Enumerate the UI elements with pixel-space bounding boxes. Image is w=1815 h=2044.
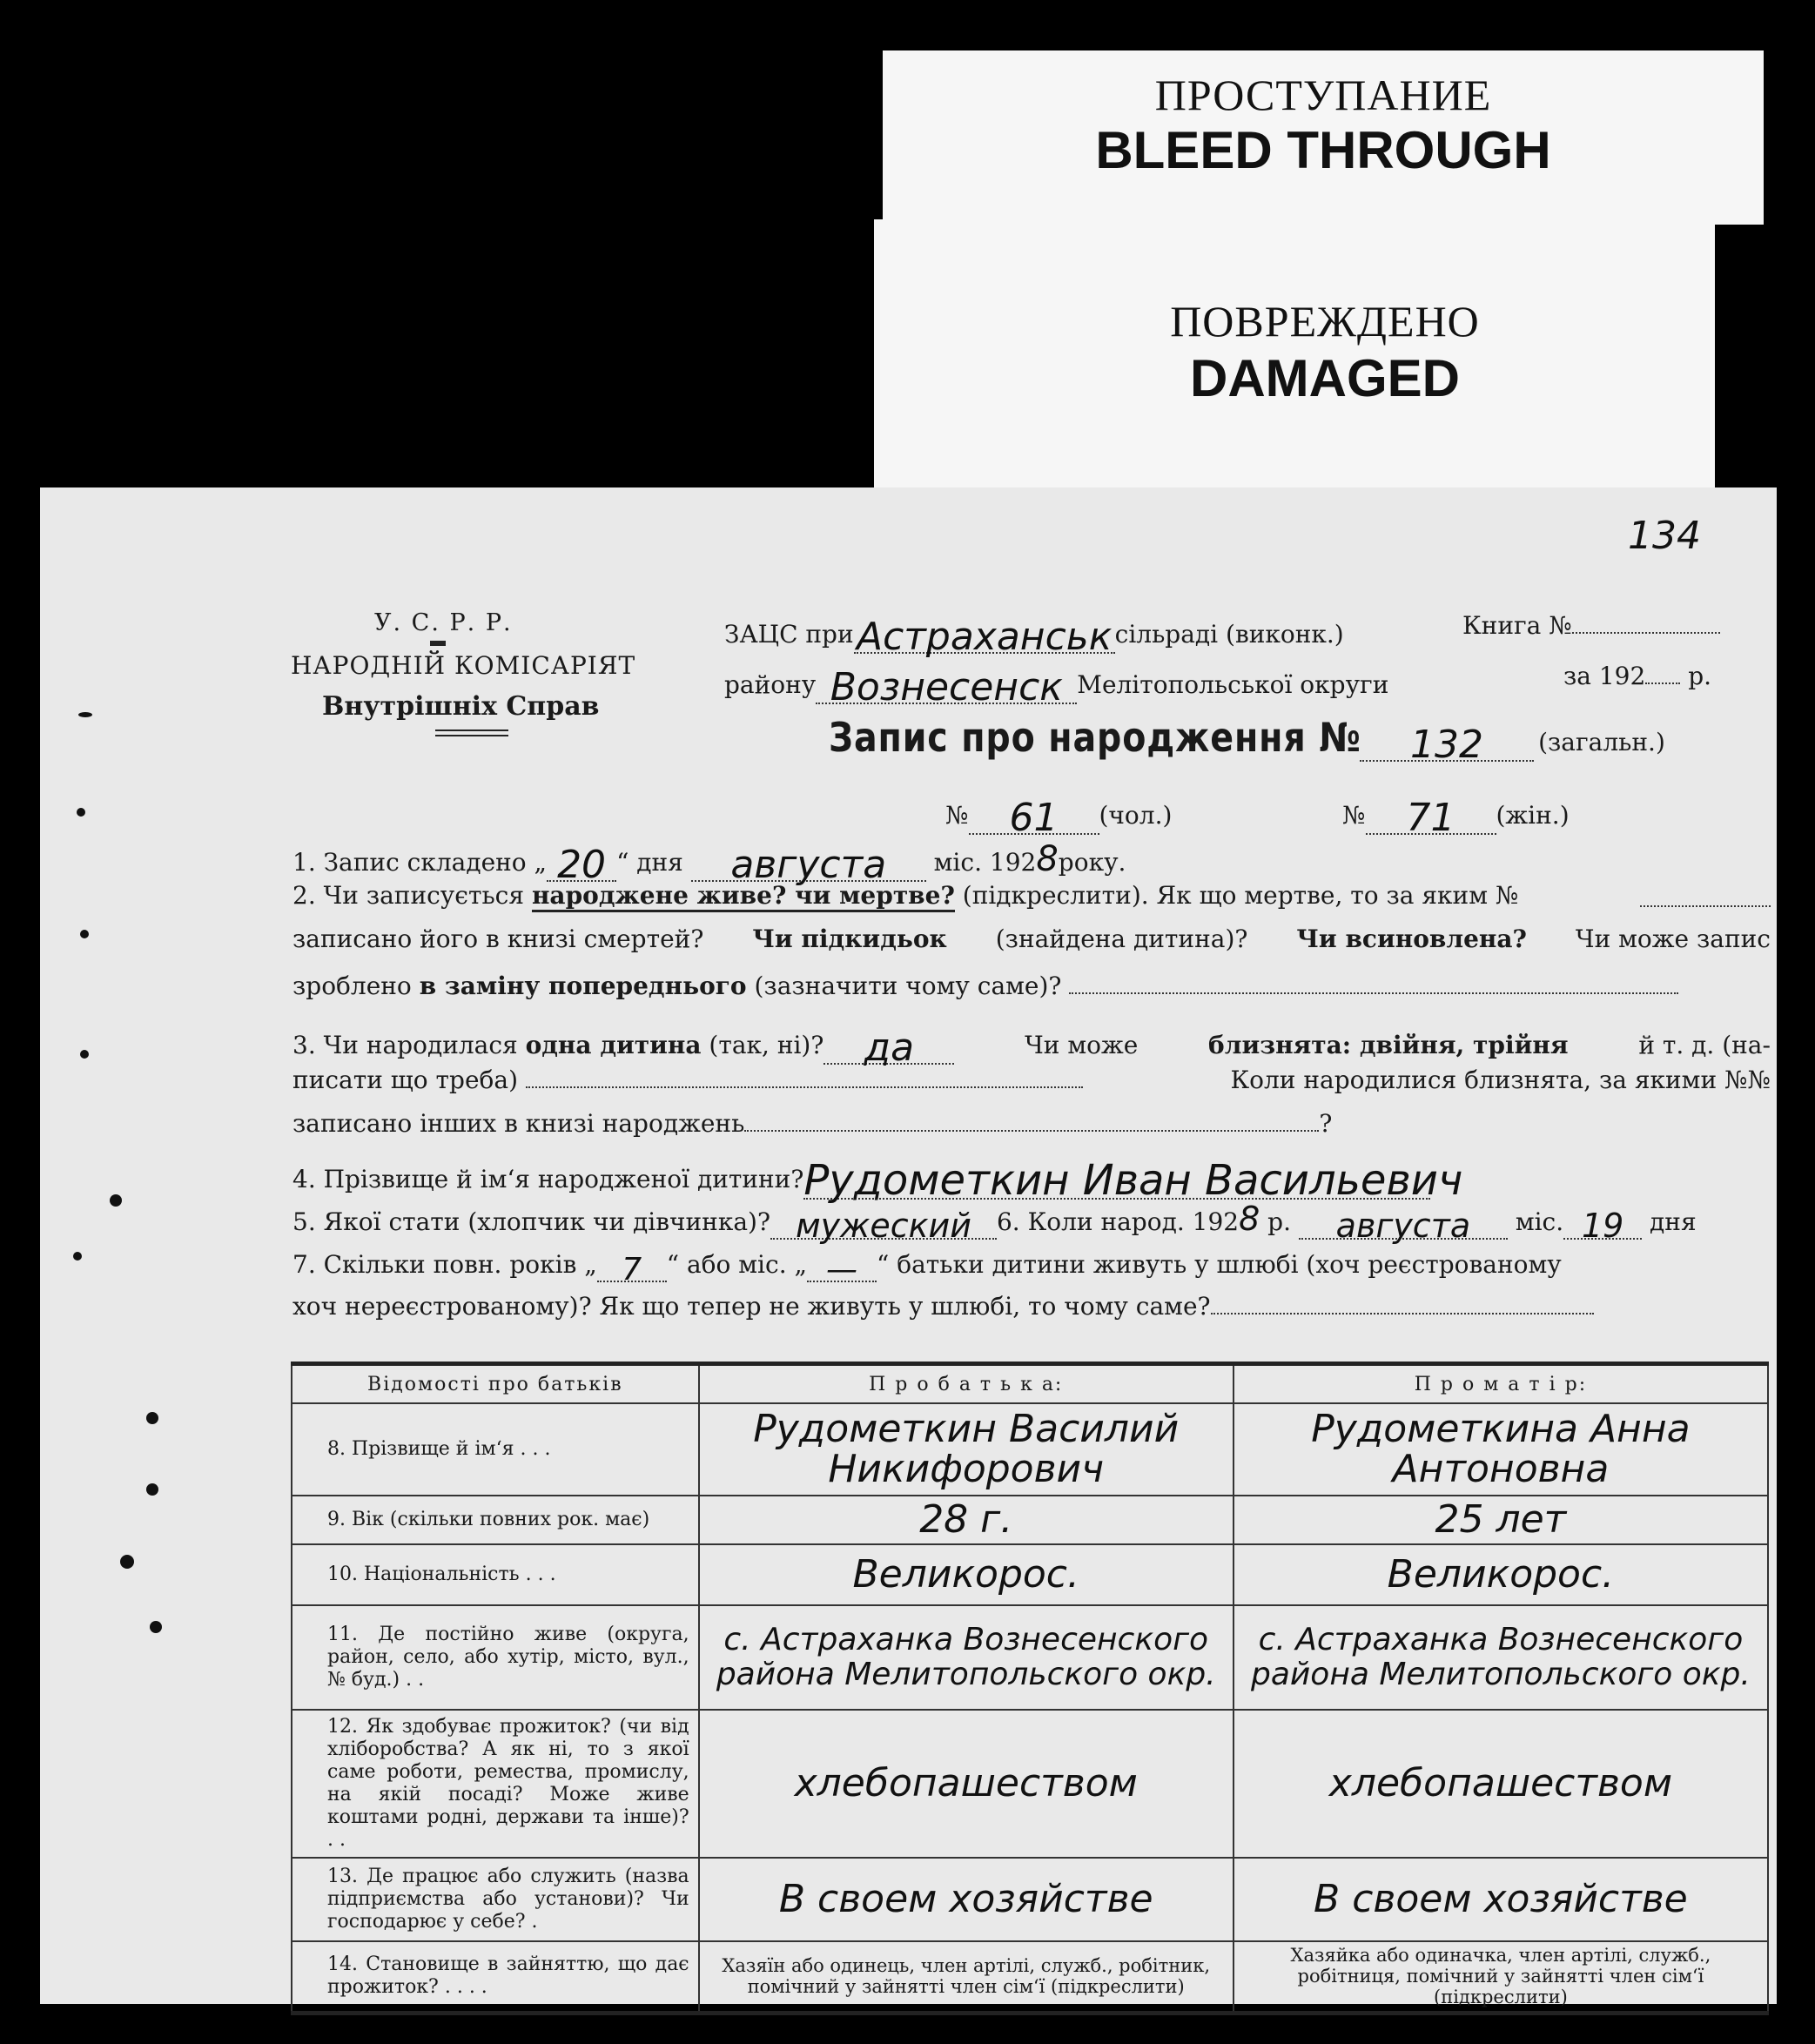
mother-nationality: Великорос. [1387, 1552, 1615, 1597]
item-3-twins-numbers-field [744, 1106, 1319, 1132]
item-3-line1-d: Чи може [1025, 1031, 1139, 1059]
father-livelihood-cell [699, 1710, 1234, 1858]
item-6-day-label: дня [1650, 1207, 1697, 1236]
mother-name: Рудометкина Анна Антоновна [1311, 1407, 1691, 1491]
bleed-through-label [883, 50, 1764, 225]
item-3-line-1 [292, 1019, 1771, 1070]
item-7-months-label: “ або міс. „ [666, 1250, 807, 1279]
item-2-line3-c: (зазначити чому саме)? [754, 972, 1062, 1000]
bleed-through-ru: ПРОСТУПАНИЕ [1154, 71, 1492, 119]
bleed-through-en: BLEED THROUGH [1095, 121, 1551, 179]
female-number-suffix: (жін.) [1496, 801, 1570, 830]
item-5-6 [292, 1200, 1697, 1245]
year-suffix: р. [1688, 662, 1712, 690]
item-6-year-suffix: р. [1267, 1207, 1291, 1236]
book-number-field [1572, 608, 1720, 634]
item-3-answer-field [823, 1019, 954, 1070]
record-title: Запис про народження № [829, 714, 1361, 761]
father-age: 28 г. [919, 1497, 1013, 1542]
header-questions: Відомості про батьків [292, 1364, 699, 1404]
year-field [1645, 658, 1680, 684]
record-number-field [1360, 716, 1534, 767]
punch-hole [77, 808, 85, 817]
item-6-month: августа [1335, 1207, 1471, 1245]
father-livelihood: хлебопашеством [794, 1761, 1138, 1805]
item-4-child-name: Рудометкин Иван Васильевич [803, 1156, 1463, 1205]
parents-table-header [292, 1364, 1768, 1404]
father-nationality: Великорос. [852, 1552, 1079, 1597]
mother-livelihood-cell [1234, 1710, 1768, 1858]
mother-residence-cell [1234, 1605, 1768, 1710]
male-number-line [945, 789, 1173, 840]
district-prefix: району [724, 670, 817, 699]
item-2-line-2 [292, 925, 1771, 953]
male-number-prefix: № [945, 801, 969, 830]
mother-nationality-cell [1234, 1544, 1768, 1605]
female-number-prefix: № [1342, 801, 1366, 830]
item-3-line-2 [292, 1062, 1771, 1094]
item-1-month-field [691, 836, 926, 887]
item-3-single: одна дитина [525, 1031, 702, 1059]
state-abbrev: У. С. Р. Р. [374, 609, 513, 636]
item-2-line-3 [292, 968, 1678, 1000]
table-row [292, 1403, 1768, 1496]
row-question: 12. Як здобуває прожиток? (чи від хліборобства? А як ні, то з якої саме роботи, ремества, промислу, на якій посаді? Може живе коштами родні, держави та інше)? . . [292, 1710, 699, 1858]
punch-hole [78, 712, 92, 717]
record-number-line [1360, 716, 1665, 767]
item-4 [292, 1149, 1463, 1205]
item-5-label: 5. Якої стати (хлопчик чи дівчинка)? [292, 1207, 770, 1236]
row-question: 13. Де працює або служить (назва підприємства або установи)? Чи господарює у себе? . [292, 1858, 699, 1941]
item-7-line-2 [292, 1288, 1594, 1321]
item-3-line3-a: записано інших в книзі народжень [292, 1109, 745, 1138]
item-1-day-label: “ дня [616, 848, 683, 877]
ministry-line1: НАРОДНІЙ КОМІСАРІЯТ [291, 651, 636, 680]
punch-hole [146, 1412, 158, 1424]
punch-hole [80, 930, 89, 938]
district-value: Вознесенск [830, 665, 1063, 709]
mother-age: 25 лет [1435, 1497, 1567, 1542]
item-6-month-field [1299, 1200, 1508, 1245]
father-workplace: В своем хозяйстве [778, 1877, 1153, 1921]
father-nationality-cell [699, 1544, 1234, 1605]
item-1-prefix: 1. Запис складено „ [292, 848, 548, 877]
damaged-label [874, 219, 1715, 489]
item-2-line2-c: (знайдена дитина)? [995, 925, 1248, 953]
mother-workplace-cell [1234, 1858, 1768, 1941]
item-1-year-digit: 8 [1036, 839, 1059, 879]
table-row [292, 1496, 1768, 1544]
item-6-year-digit: 8 [1239, 1200, 1260, 1238]
female-number-field [1366, 789, 1496, 840]
item-3-line2-a: писати що треба) [292, 1066, 518, 1094]
item-2-text: 2. Чи записується [292, 881, 525, 910]
mother-workplace: В своем хозяйстве [1314, 1877, 1688, 1921]
item-5-sex: мужеский [795, 1207, 971, 1245]
header-father: П р о б а т ь к а: [699, 1364, 1234, 1404]
item-1-year-label: міс. 192 [933, 848, 1037, 877]
item-2-text-c: (підкреслити). Як що мертве, то за яким № [962, 881, 1519, 910]
year-label: за 192 [1563, 662, 1646, 690]
item-3-twins: близнята: двійня, трійня [1208, 1031, 1569, 1059]
male-number: 61 [1009, 796, 1059, 840]
table-row [292, 1544, 1768, 1605]
row-question: 11. Де постійно живе (округа, район, село, або хутір, місто, вул., № буд.) . . [292, 1605, 699, 1710]
item-7-months-field [807, 1245, 877, 1288]
father-name: Рудометкин Василий Никифорович [753, 1407, 1180, 1491]
punch-hole [80, 1050, 89, 1059]
zags-suffix: сільраді (виконк.) [1114, 620, 1344, 649]
item-6-month-label: міс. [1515, 1207, 1564, 1236]
row-question: 10. Національність . . . [292, 1544, 699, 1605]
female-number: 71 [1406, 796, 1455, 840]
item-7-line2-text: хоч нереєстрованому)? Як що тепер не живуть у шлюбі, то чому саме? [292, 1292, 1211, 1321]
zags-village-field [854, 608, 1115, 659]
district-suffix: Мелітопольської округи [1077, 670, 1389, 699]
item-7-years-field [597, 1245, 667, 1288]
father-age-cell [699, 1496, 1234, 1544]
item-6-day: 19 [1581, 1207, 1624, 1245]
item-2-reason-field [1069, 968, 1678, 994]
header-mother: П р о м а т і р: [1234, 1364, 1768, 1404]
item-1-end: року. [1058, 848, 1126, 877]
item-1 [292, 836, 1126, 887]
mother-name-cell [1234, 1403, 1768, 1496]
book-label: Книга № [1462, 611, 1572, 640]
item-2-line3-a: зроблено [292, 972, 412, 1000]
male-number-suffix: (чол.) [1099, 801, 1173, 830]
district-line [724, 658, 1389, 709]
item-6-label: 6. Коли народ. 192 [996, 1207, 1240, 1236]
mother-status-options: Хазяйка або одиначка, член артілі, служб., робітниця, помічний у зайнятті член сім‘ї (підкреслити) [1290, 1945, 1711, 2008]
item-2-line2-a: записано його в книзі смертей? [292, 925, 704, 953]
record-number: 132 [1410, 723, 1483, 767]
item-3-twins-field [526, 1062, 1083, 1088]
father-status-options: Хазяїн або одинець, член артілі, служб., робітник, помічний у зайнятті член сім‘ї (підкреслити) [722, 1955, 1211, 1998]
table-row [292, 1710, 1768, 1858]
table-row [292, 1941, 1768, 2013]
punch-hole [146, 1483, 158, 1496]
item-5-field [770, 1200, 997, 1245]
item-4-field [803, 1149, 1463, 1205]
damaged-en: DAMAGED [1190, 349, 1460, 407]
item-2-replacement: в заміну попереднього [419, 972, 747, 1000]
mother-status-cell [1234, 1941, 1768, 2013]
item-2-foundling: Чи підкидьок [752, 925, 947, 953]
item-2-adopted: Чи всиновлена? [1296, 925, 1527, 953]
item-3-line2-b: Коли народилися близнята, за якими №№ [1230, 1066, 1771, 1094]
table-row [292, 1605, 1768, 1710]
mother-livelihood: хлебопашеством [1328, 1761, 1673, 1805]
father-workplace-cell [699, 1858, 1234, 1941]
item-1-day-field [547, 836, 616, 887]
father-residence: с. Астраханка Вознесенского района Мелитопольского окр. [716, 1622, 1216, 1692]
zags-prefix: ЗАЦС при [724, 620, 854, 649]
item-3-text: 3. Чи народилася [292, 1031, 518, 1059]
mother-age-cell [1234, 1496, 1768, 1544]
item-2-options: народжене живе? чи мертве? [532, 881, 955, 912]
birth-record-form [40, 487, 1777, 2008]
divider [430, 641, 446, 646]
item-6-day-field [1563, 1200, 1642, 1245]
punch-hole [150, 1621, 162, 1633]
item-7-months: — [826, 1252, 857, 1288]
mother-residence: с. Астраханка Вознесенского района Мелитопольского окр. [1251, 1622, 1751, 1692]
item-2-death-number-field [1640, 881, 1771, 907]
punch-hole [120, 1555, 134, 1569]
record-title-line [829, 714, 1448, 761]
damaged-ru: ПОВРЕЖДЕНО [1170, 297, 1480, 346]
item-7-years: 7 [622, 1252, 642, 1288]
item-7-reason-field [1211, 1288, 1594, 1314]
item-4-label: 4. Прізвище й ім‘я народженої дитини? [292, 1165, 804, 1193]
parents-table [291, 1362, 1769, 2015]
item-7-suffix: “ батьки дитини живуть у шлюбі (хоч реєстрованому [877, 1250, 1562, 1279]
item-1-month: августа [730, 843, 887, 887]
item-2-line-1 [292, 881, 1771, 910]
item-3-answer: да [864, 1025, 915, 1070]
book-line [1462, 608, 1720, 640]
father-name-cell [699, 1403, 1234, 1496]
male-number-field [969, 789, 1099, 840]
row-question: 8. Прізвище й ім‘я . . . [292, 1403, 699, 1496]
item-7-prefix: 7. Скільки повн. років „ [292, 1250, 597, 1279]
father-status-cell [699, 1941, 1234, 2013]
item-3-line-3 [292, 1106, 1332, 1138]
divider [435, 730, 508, 736]
female-number-line [1342, 789, 1570, 840]
item-3-line3-b: ? [1319, 1109, 1333, 1138]
archive-page-number: 134 [1628, 514, 1701, 558]
table-row [292, 1858, 1768, 1941]
punch-hole [110, 1194, 122, 1207]
row-question: 9. Вік (скільки повних рок. має) [292, 1496, 699, 1544]
zags-village-value: Астраханськ [856, 615, 1113, 659]
row-question: 14. Становище в зайняттю, що дає прожиток? . . . . [292, 1941, 699, 2013]
record-number-suffix: (загальн.) [1538, 728, 1665, 756]
item-3-yes-no: (так, ні)? [709, 1031, 824, 1059]
item-3-line1-f: й т. д. (на- [1638, 1031, 1771, 1059]
district-field [816, 658, 1077, 709]
item-2-line2-e: Чи може запис [1575, 925, 1771, 953]
father-residence-cell [699, 1605, 1234, 1710]
ministry-line2: Внутрішніх Справ [322, 691, 600, 722]
year-line [1563, 658, 1711, 690]
zags-line [724, 608, 1344, 659]
punch-hole [73, 1252, 82, 1261]
item-1-day: 20 [557, 843, 607, 887]
item-7-line-1 [292, 1245, 1562, 1288]
